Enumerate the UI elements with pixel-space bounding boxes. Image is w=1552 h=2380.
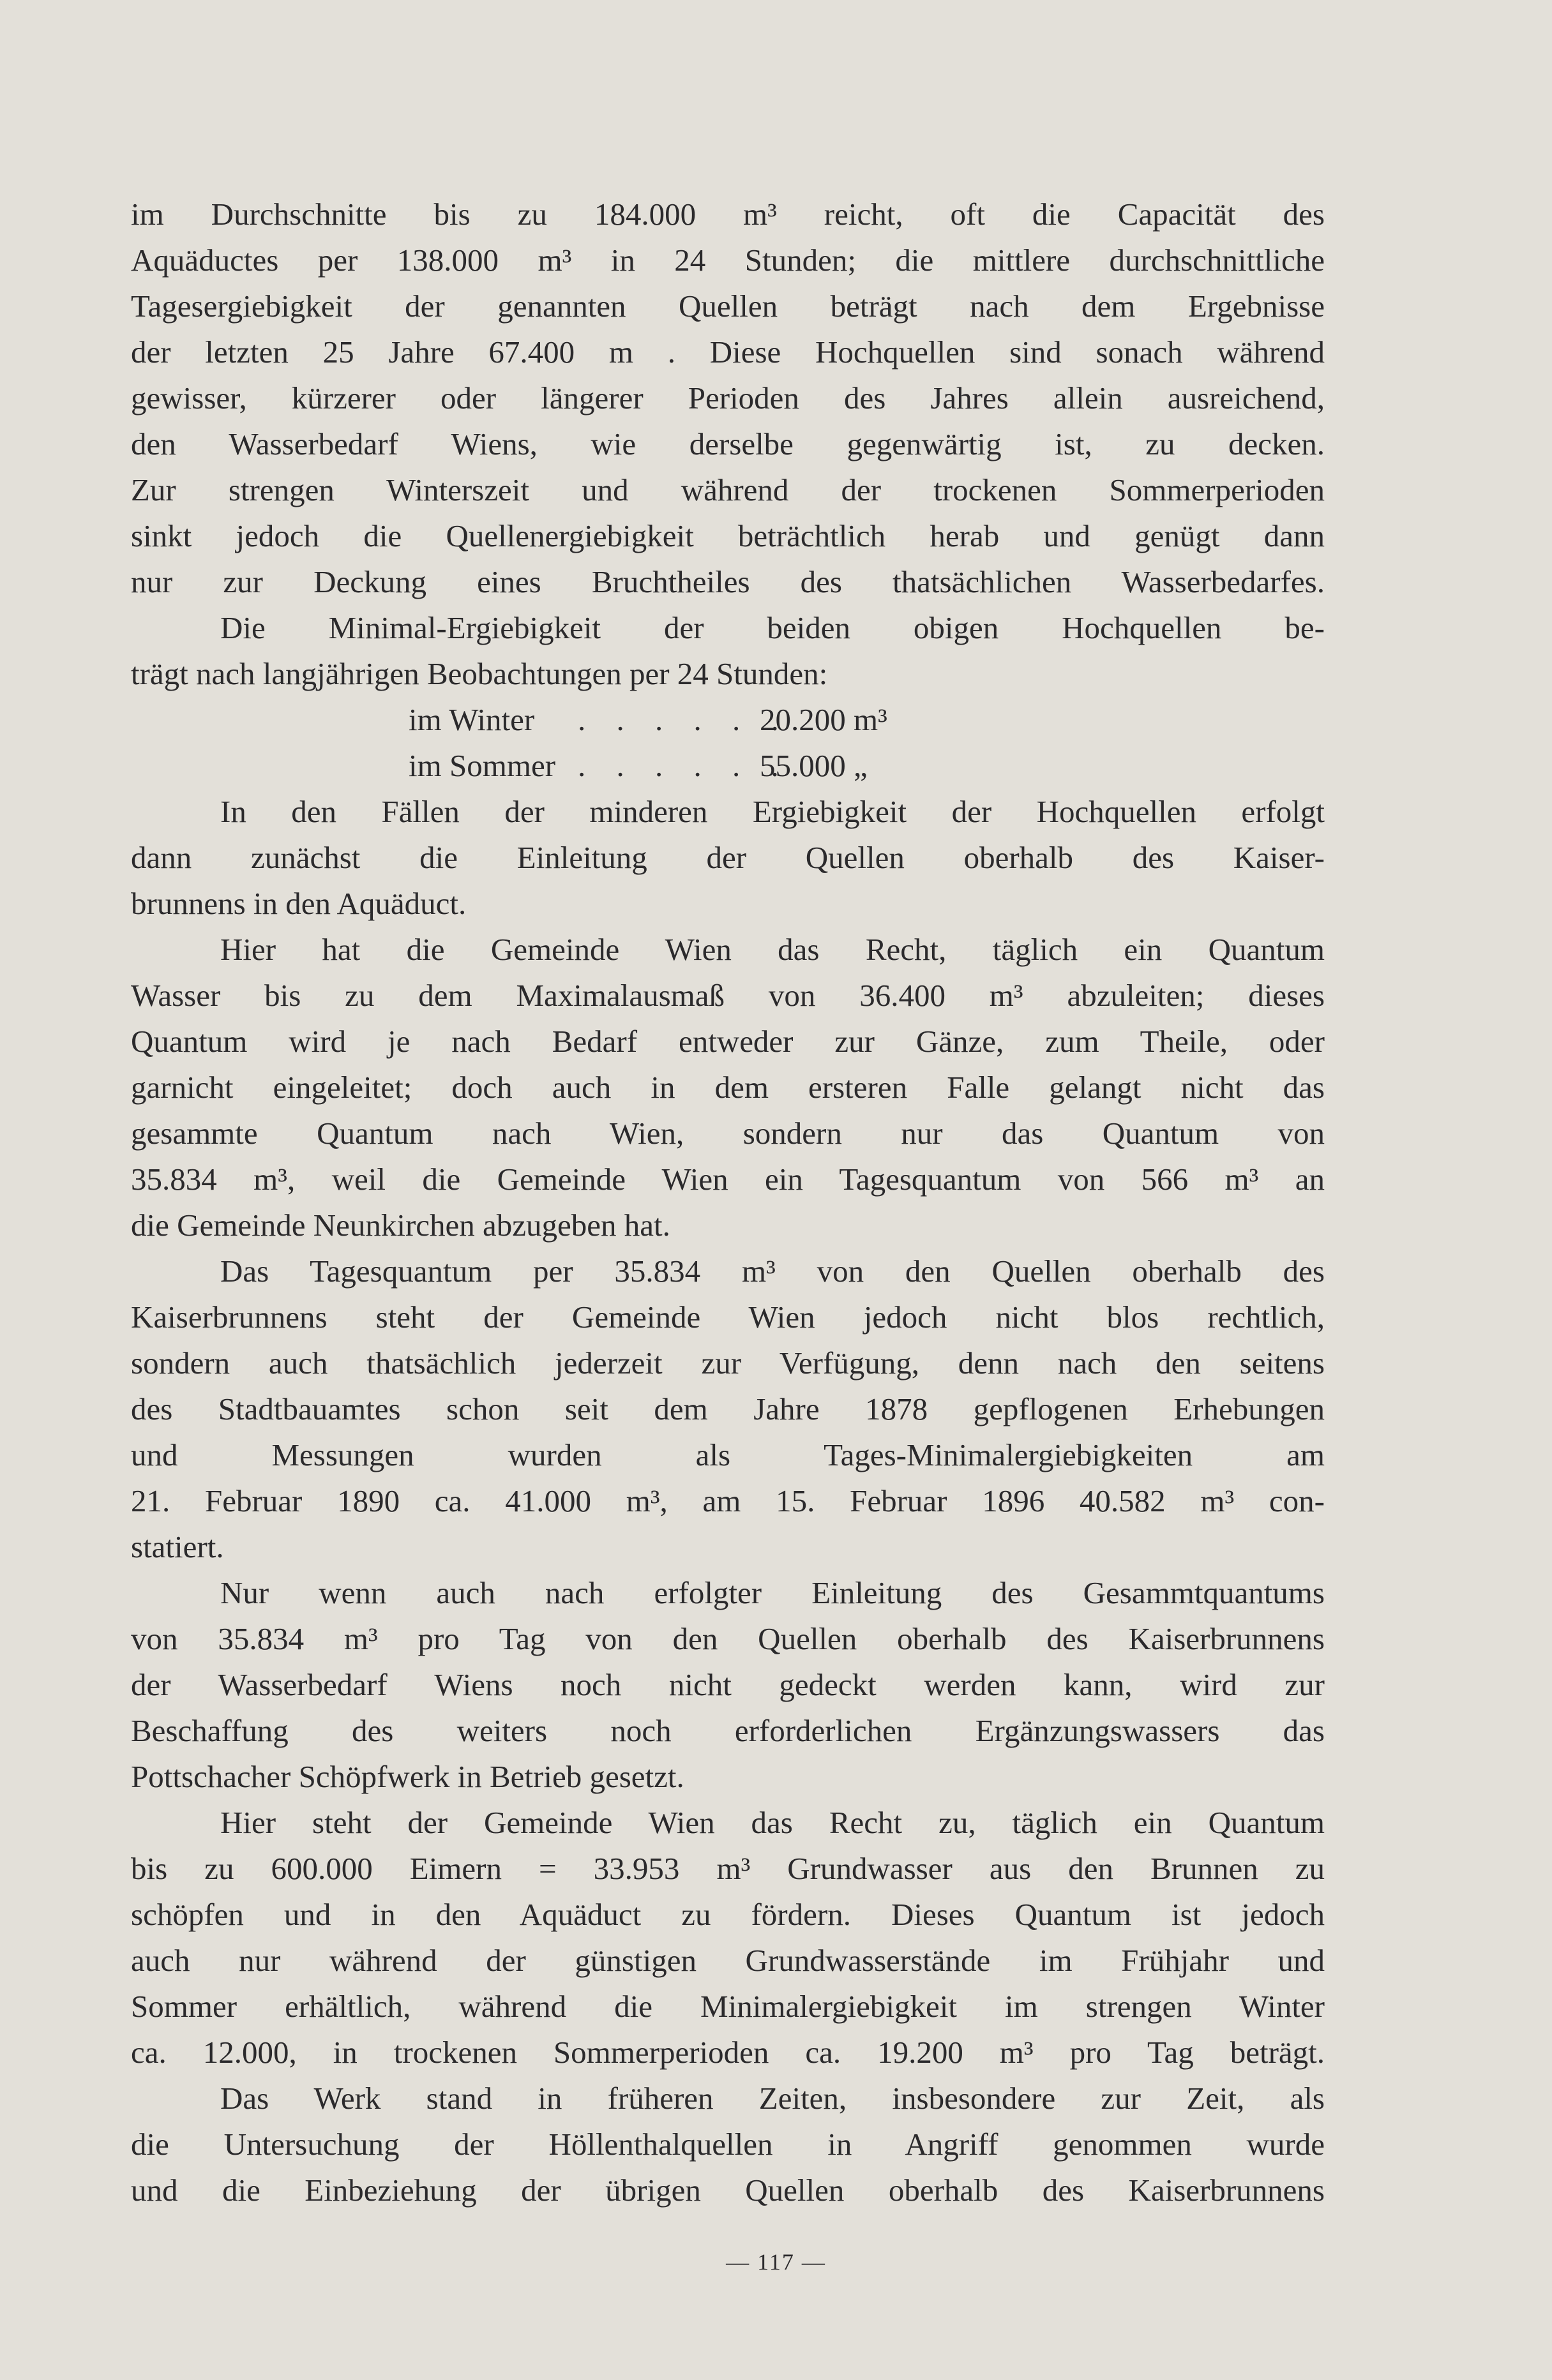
table-value: 55.000 „ <box>760 748 868 783</box>
text-line: trägt nach langjährigen Beobachtungen per 24 Stunden: <box>131 656 828 691</box>
text-line: der letzten 25 Jahre 67.400 m . Diese Hochquellen sind sonach während <box>131 334 1325 370</box>
paragraph-rights <box>131 927 1325 1248</box>
paragraph-capacity <box>131 191 1325 605</box>
text-line: Zur strengen Winterszeit und während der trockenen Sommerperioden <box>131 472 1325 507</box>
table-dots: . . . . . . <box>578 748 790 783</box>
paragraph-minimal <box>131 605 1325 697</box>
table-label: im Sommer <box>409 748 556 783</box>
text-line: Nur wenn auch nach erfolgter Einleitung des Gesammtquantums <box>220 1575 1325 1610</box>
text-line: statiert. <box>131 1529 224 1564</box>
text-line: Hier steht der Gemeinde Wien das Recht zu, täglich ein Quantum <box>220 1805 1325 1840</box>
text-line: Aquäductes per 138.000 m³ in 24 Stunden; die mittlere durchschnittliche <box>131 243 1325 278</box>
text-line: im Durchschnitte bis zu 184.000 m³ reicht, oft die Capacität des <box>131 197 1325 232</box>
text-line: Hier hat die Gemeinde Wien das Recht, täglich ein Quantum <box>220 932 1325 967</box>
paragraph-daily-quantum <box>131 1248 1325 1570</box>
text-line: Die Minimal-Ergiebigkeit der beiden obigen Hochquellen be- <box>220 610 1325 645</box>
text-line: von 35.834 m³ pro Tag von den Quellen oberhalb des Kaiserbrunnens <box>131 1621 1325 1656</box>
text-line: Tagesergiebigkeit der genannten Quellen beträgt nach dem Ergebnisse <box>131 288 1325 324</box>
text-line: dann zunächst die Einleitung der Quellen oberhalb des Kaiser- <box>131 840 1325 875</box>
text-line: gewisser, kürzerer oder längerer Perioden des Jahres allein ausreichend, <box>131 380 1325 415</box>
text-line: ca. 12.000, in trockenen Sommerperioden ca. 19.200 m³ pro Tag beträgt. <box>131 2035 1325 2070</box>
paragraph-pottschach <box>131 1570 1325 1800</box>
text-line: sinkt jedoch die Quellenergiebigkeit beträchtlich herab und genügt dann <box>131 518 1325 553</box>
text-line: Das Tagesquantum per 35.834 m³ von den Quellen oberhalb des <box>220 1254 1325 1289</box>
table-row <box>131 697 1325 743</box>
text-line: und Messungen wurden als Tages-Minimalergiebigkeiten am <box>131 1437 1325 1472</box>
text-line: des Stadtbauamtes schon seit dem Jahre 1878 gepflogenen Erhebungen <box>131 1391 1325 1426</box>
table-label: im Winter <box>409 702 535 737</box>
text-line: garnicht eingeleitet; doch auch in dem ersteren Falle gelangt nicht das <box>131 1070 1325 1105</box>
text-line: Beschaffung des weiters noch erforderlichen Ergänzungswassers das <box>131 1713 1325 1748</box>
text-line: der Wasserbedarf Wiens noch nicht gedeckt werden kann, wird zur <box>131 1667 1325 1702</box>
text-line: Sommer erhältlich, während die Minimalergiebigkeit im strengen Winter <box>131 1989 1325 2024</box>
text-line: Pottschacher Schöpfwerk in Betrieb gesetzt. <box>131 1759 684 1794</box>
paragraph-sources <box>131 789 1325 927</box>
text-line: Kaiserbrunnens steht der Gemeinde Wien jedoch nicht blos rechtlich, <box>131 1299 1325 1335</box>
text-line: Quantum wird je nach Bedarf entweder zur Gänze, zum Theile, oder <box>131 1024 1325 1059</box>
minimal-yield-table <box>131 697 1325 789</box>
body-text <box>131 191 1325 2213</box>
text-line: 35.834 m³, weil die Gemeinde Wien ein Tagesquantum von 566 m³ an <box>131 1162 1325 1197</box>
page-number: — 117 — <box>726 2249 826 2275</box>
text-line: die Untersuchung der Höllenthalquellen in Angriff genommen wurde <box>131 2127 1325 2162</box>
text-line: sondern auch thatsächlich jederzeit zur Verfügung, denn nach den seitens <box>131 1345 1325 1381</box>
text-line: schöpfen und in den Aquäduct zu fördern. Dieses Quantum ist jedoch <box>131 1897 1325 1932</box>
text-line: Das Werk stand in früheren Zeiten, insbesondere zur Zeit, als <box>220 2081 1325 2116</box>
text-line: den Wasserbedarf Wiens, wie derselbe gegenwärtig ist, zu decken. <box>131 426 1325 461</box>
table-dots: . . . . . . <box>578 702 790 737</box>
paragraph-groundwater <box>131 1800 1325 2076</box>
table-value: 20.200 m³ <box>760 702 887 737</box>
text-line: brunnens in den Aquäduct. <box>131 886 467 921</box>
text-line: 21. Februar 1890 ca. 41.000 m³, am 15. Februar 1896 40.582 m³ con- <box>131 1483 1325 1518</box>
text-line: auch nur während der günstigen Grundwasserstände im Frühjahr und <box>131 1943 1325 1978</box>
text-line: und die Einbeziehung der übrigen Quellen oberhalb des Kaiserbrunnens <box>131 2173 1325 2208</box>
paragraph-history <box>131 2076 1325 2213</box>
text-line: bis zu 600.000 Eimern = 33.953 m³ Grundwasser aus den Brunnen zu <box>131 1851 1325 1886</box>
table-row <box>131 743 1325 789</box>
text-line: Wasser bis zu dem Maximalausmaß von 36.400 m³ abzuleiten; dieses <box>131 978 1325 1013</box>
text-line: gesammte Quantum nach Wien, sondern nur das Quantum von <box>131 1116 1325 1151</box>
text-line: In den Fällen der minderen Ergiebigkeit der Hochquellen erfolgt <box>220 794 1325 829</box>
text-line: nur zur Deckung eines Bruchtheiles des thatsächlichen Wasserbedarfes. <box>131 564 1325 599</box>
text-line: die Gemeinde Neunkirchen abzugeben hat. <box>131 1208 670 1243</box>
